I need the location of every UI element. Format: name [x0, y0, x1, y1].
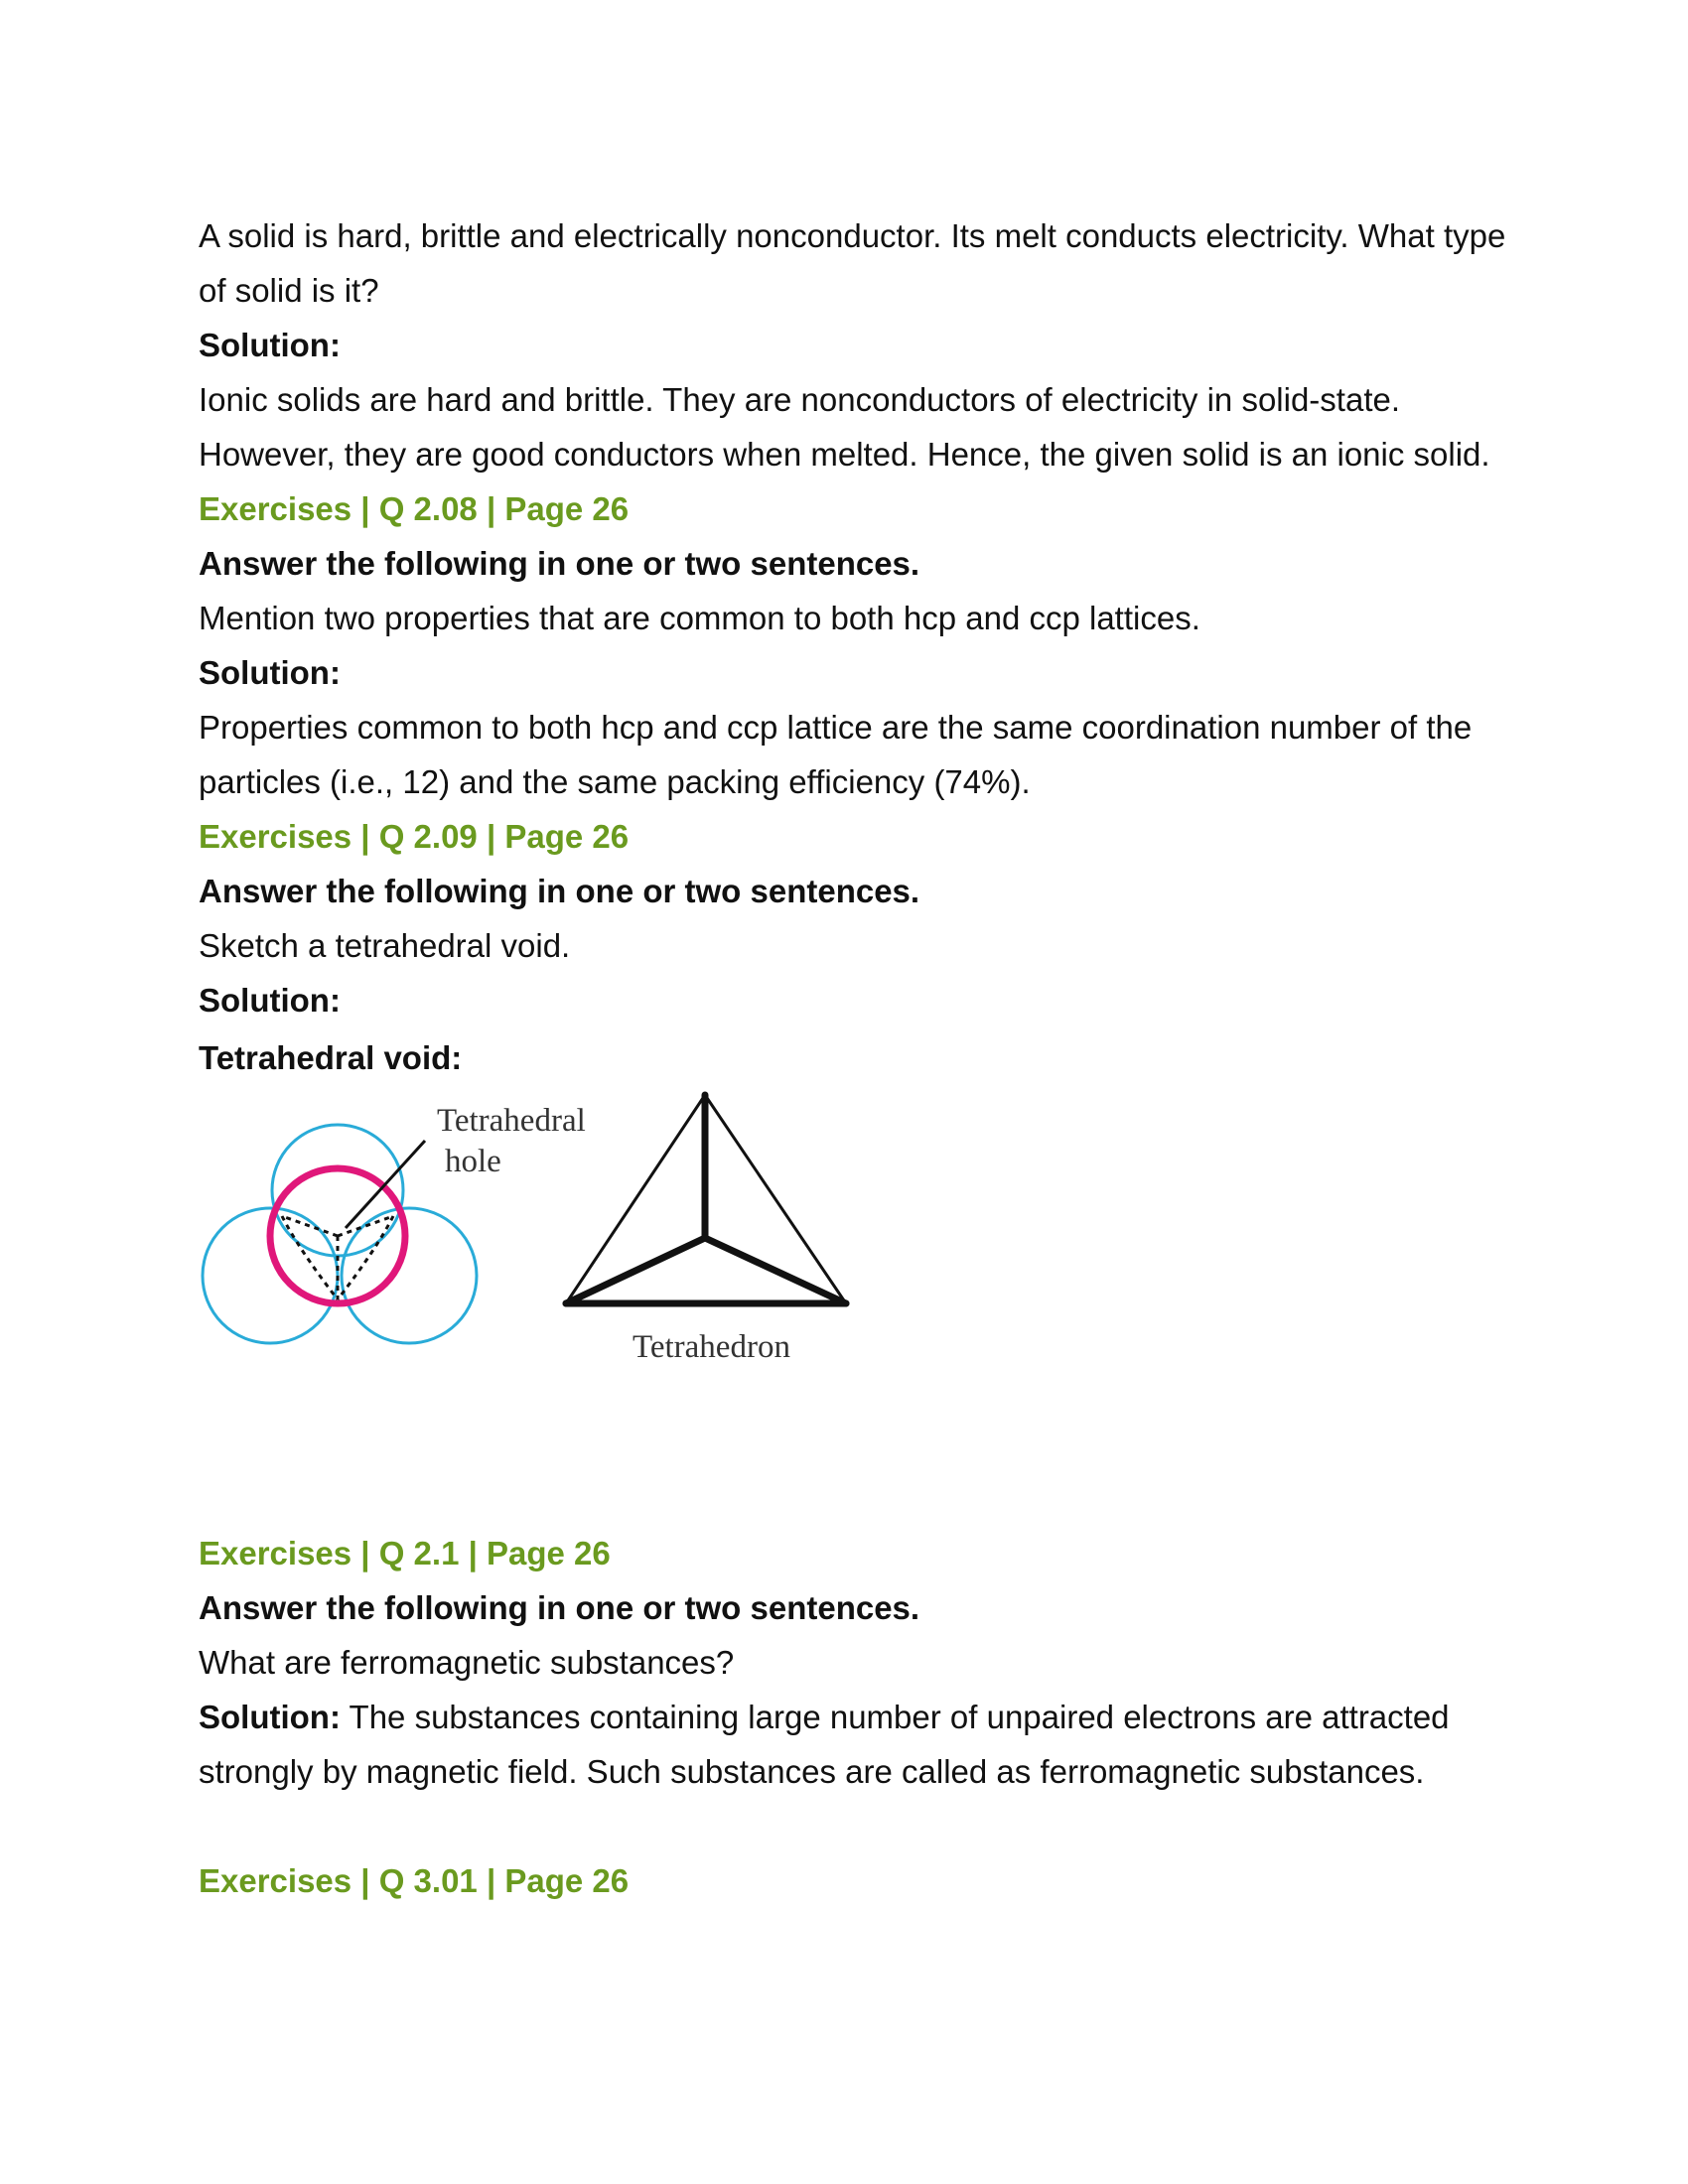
tetrahedral-void-figure — [199, 1089, 1509, 1526]
tetrahedral-hole-label-2: hole — [445, 1144, 501, 1179]
hole-pointer-line — [346, 1141, 425, 1228]
solution-paragraph — [199, 1690, 1509, 1799]
right-sphere — [342, 1208, 477, 1343]
instruction-text: Answer the following in one or two sentences. — [199, 545, 920, 582]
page-content — [199, 208, 1509, 1908]
solution-label: Solution: — [199, 1699, 341, 1735]
tetrahedral-hole-label: Tetrahedral — [437, 1103, 586, 1139]
solution-text: Ionic solids are hard and brittle. They are nonconductors of electricity in solid-state. However, they are good conductors when melted. Hence, the given solid is an ionic solid. — [199, 381, 1490, 473]
question-text: Mention two properties that are common to both hcp and ccp lattices. — [199, 600, 1200, 636]
question-text: Sketch a tetrahedral void. — [199, 927, 571, 964]
solution-label: Solution: — [199, 327, 341, 363]
solution-label: Solution: — [199, 982, 341, 1019]
instruction-text: Answer the following in one or two sentences. — [199, 1589, 920, 1626]
question-text: What are ferromagnetic substances? — [199, 1644, 735, 1681]
spacer — [199, 1799, 1509, 1853]
exercise-heading-link[interactable]: Exercises | Q 2.09 | Page 26 — [199, 818, 630, 855]
exercise-heading-link[interactable]: Exercises | Q 2.08 | Page 26 — [199, 490, 630, 527]
instruction-text: Answer the following in one or two sentences. — [199, 873, 920, 909]
exercise-heading-link[interactable]: Exercises | Q 3.01 | Page 26 — [199, 1862, 630, 1899]
solution-text: The substances containing large number of unpaired electrons are attracted strongly by magnetic field. Such substances are called as ferromagnetic substances. — [199, 1699, 1450, 1790]
solution-text: Properties common to both hcp and ccp lattice are the same coordination number of the particles (i.e., 12) and the same packing efficiency (74%). — [199, 709, 1473, 800]
tetrahedron-edges — [566, 1095, 846, 1303]
tetrahedral-void-diagram — [199, 1089, 894, 1526]
tetrahedron-label: Tetrahedron — [633, 1329, 790, 1365]
figure-title: Tetrahedral void: — [199, 1039, 463, 1076]
solution-label: Solution: — [199, 654, 341, 691]
exercise-heading-link[interactable]: Exercises | Q 2.1 | Page 26 — [199, 1535, 611, 1571]
question-text: A solid is hard, brittle and electrically nonconductor. Its melt conducts electricity. What type of solid is it? — [199, 217, 1506, 309]
